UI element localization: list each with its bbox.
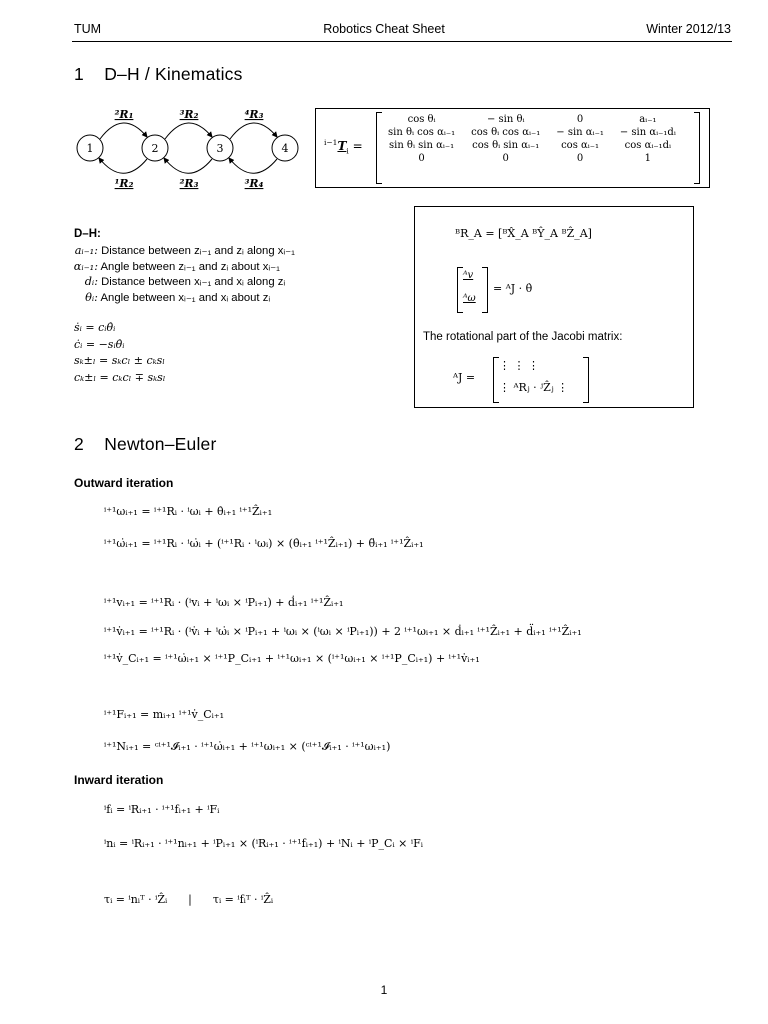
- outward-equation: ⁱ⁺¹vᵢ₊₁ = ⁱ⁺¹Rᵢ · (ⁱvᵢ + ⁱωᵢ × ⁱPᵢ₊₁) + ḋᵢ₊₁ ⁱ⁺¹Ẑᵢ₊₁: [104, 596, 344, 609]
- node-label-1: 1: [86, 142, 94, 155]
- arrow-bottom-2: [164, 158, 212, 173]
- section-2-number: 2: [74, 434, 84, 454]
- matrix-cell: cos θᵢ: [407, 114, 436, 125]
- outward-equation: ⁱ⁺¹v̇_Cᵢ₊₁ = ⁱ⁺¹ω̇ᵢ₊₁ × ⁱ⁺¹P_Cᵢ₊₁ + ⁱ⁺¹ωᵢ₊₁ × (ⁱ⁺¹ωᵢ₊₁ × ⁱ⁺¹P_Cᵢ₊₁) + ⁱ⁺¹v̇ᵢ₊₁: [104, 652, 480, 665]
- inward-equation: τᵢ = ⁱnᵢᵀ · ⁱẐᵢ | τᵢ = ⁱfᵢᵀ · ⁱẐᵢ: [104, 893, 274, 906]
- section-2-title: Newton–Euler: [104, 434, 217, 454]
- matrix-cell: cos θᵢ sin αᵢ₋₁: [472, 140, 540, 151]
- matrix-cell: − sin αᵢ₋₁: [556, 127, 604, 138]
- matrix-row: [380, 126, 684, 139]
- matrix-row: [380, 152, 684, 165]
- matrix-cell: cos αᵢ₋₁: [561, 140, 600, 151]
- matrix-row: [380, 139, 684, 152]
- arrow-top-3: [230, 123, 277, 139]
- dh-definition: [68, 260, 280, 273]
- header-right: Winter 2012/13: [646, 22, 731, 36]
- dh-symbol: aᵢ₋₁:: [74, 244, 98, 257]
- dh-text: Angle between zᵢ₋₁ and zᵢ about xᵢ₋₁: [98, 260, 280, 273]
- matrix-cell: − sin θᵢ: [486, 114, 525, 125]
- inward-equation: ⁱnᵢ = ⁱRᵢ₊₁ · ⁱ⁺¹nᵢ₊₁ + ⁱPᵢ₊₁ × (ⁱRᵢ₊₁ · ⁱ⁺¹fᵢ₊₁) + ⁱNᵢ + ⁱP_Cᵢ × ⁱFᵢ: [104, 837, 423, 850]
- rotation-equation: ᴮR_A = [ᴮX̂_A ᴮŶ_A ᴮẐ_A]: [455, 227, 592, 240]
- stack-top: ᴬv: [463, 270, 474, 281]
- transform-matrix: [380, 113, 684, 165]
- matrix-bracket-right: [694, 112, 700, 184]
- dh-symbol: dᵢ:: [84, 275, 98, 288]
- jacobian-equation: = ᴬJ · θ̇: [493, 282, 533, 295]
- node-label-4: 4: [281, 142, 289, 155]
- top-label-3: ⁴R₃: [244, 108, 264, 121]
- arrow-bottom-1: [99, 158, 147, 173]
- dh-text: Distance between xᵢ₋₁ and xᵢ along zᵢ: [98, 276, 286, 288]
- outward-equation: ⁱ⁺¹Fᵢ₊₁ = mᵢ₊₁ ⁱ⁺¹v̇_Cᵢ₊₁: [104, 708, 225, 721]
- jacobi-bracket-right: [583, 357, 589, 403]
- outward-equation: ⁱ⁺¹ωᵢ₊₁ = ⁱ⁺¹Rᵢ · ⁱωᵢ + θ̇ᵢ₊₁ ⁱ⁺¹Ẑᵢ₊₁: [104, 505, 273, 518]
- stack-bottom: ᴬω: [463, 293, 476, 304]
- dh-definition: [68, 244, 295, 257]
- trig-identity: sₖ±ₗ = sₖcₗ ± cₖsₗ: [74, 354, 165, 367]
- jacobi-rot-row2: ⋮ ᴬRⱼ · ʲẐⱼ ⋮: [499, 381, 569, 394]
- trig-identity: ċᵢ = −sᵢθ̇ᵢ: [74, 337, 125, 351]
- arrow-top-2: [165, 123, 212, 139]
- dh-text: Distance between zᵢ₋₁ and zᵢ along xᵢ₋₁: [98, 245, 295, 257]
- stack-bracket-right: [482, 267, 488, 313]
- arrow-top-1: [100, 123, 147, 139]
- matrix-cell: cos θᵢ cos αᵢ₋₁: [471, 127, 541, 138]
- dh-definition: [68, 275, 285, 288]
- inward-equation: ⁱfᵢ = ⁱRᵢ₊₁ · ⁱ⁺¹fᵢ₊₁ + ⁱFᵢ: [104, 803, 220, 816]
- jacobi-rot-lhs: ᴬJ =: [453, 371, 476, 384]
- outward-heading: Outward iteration: [74, 476, 174, 490]
- jacobi-rot-row1: ⋮ ⋮ ⋮: [499, 359, 539, 372]
- dh-symbol: αᵢ₋₁:: [73, 259, 98, 273]
- top-label-1: ²R₁: [114, 108, 134, 121]
- dh-text: Angle between xᵢ₋₁ and xᵢ about zᵢ: [98, 291, 271, 304]
- node-label-2: 2: [151, 142, 159, 155]
- bottom-label-3: ³R₄: [244, 177, 264, 190]
- dh-heading: D–H:: [74, 228, 101, 240]
- outward-equation: ⁱ⁺¹Nᵢ₊₁ = ᶜⁱ⁺¹𝓘ᵢ₊₁ · ⁱ⁺¹ω̇ᵢ₊₁ + ⁱ⁺¹ωᵢ₊₁ × (ᶜⁱ⁺¹𝓘ᵢ₊₁ · ⁱ⁺¹ωᵢ₊₁): [104, 740, 391, 753]
- transform-lhs: $^{i-1}T_i$ =: [324, 138, 363, 156]
- bottom-label-1: ¹R₂: [114, 177, 134, 190]
- dh-definition: [68, 291, 270, 304]
- matrix-cell: 0: [502, 153, 509, 164]
- trig-identity: cₖ±ₗ = cₖcₗ ∓ sₖsₗ: [74, 370, 166, 384]
- bottom-label-2: ²R₃: [179, 177, 199, 190]
- arrow-bottom-3: [229, 158, 277, 173]
- outward-equation: ⁱ⁺¹v̇ᵢ₊₁ = ⁱ⁺¹Rᵢ · (ⁱv̇ᵢ + ⁱω̇ᵢ × ⁱPᵢ₊₁ + ⁱωᵢ × (ⁱωᵢ × ⁱPᵢ₊₁)) + 2 ⁱ⁺¹ωᵢ₊₁ × ḋᵢ₊₁ ⁱ⁺¹Ẑᵢ₊₁ + d̈ᵢ₊₁ ⁱ⁺¹Ẑᵢ₊₁: [104, 625, 582, 638]
- inward-heading: Inward iteration: [74, 773, 164, 787]
- page-number: 1: [380, 983, 388, 997]
- jacobi-caption: The rotational part of the Jacobi matrix:: [423, 331, 623, 343]
- rotation-box: [414, 206, 694, 408]
- section-1-title: D–H / Kinematics: [104, 64, 243, 84]
- matrix-cell: − sin αᵢ₋₁dᵢ: [619, 127, 676, 138]
- frame-graph: [68, 100, 313, 195]
- matrix-cell: 0: [418, 153, 425, 164]
- matrix-cell: cos αᵢ₋₁dᵢ: [624, 140, 672, 151]
- top-label-2: ³R₂: [179, 108, 199, 121]
- outward-equation: ⁱ⁺¹ω̇ᵢ₊₁ = ⁱ⁺¹Rᵢ · ⁱω̇ᵢ + (ⁱ⁺¹Rᵢ · ⁱωᵢ) × (θ̇ᵢ₊₁ ⁱ⁺¹Ẑᵢ₊₁) + θ̈ᵢ₊₁ ⁱ⁺¹Ẑᵢ₊₁: [104, 537, 424, 550]
- trig-identity: ṡᵢ = cᵢθ̇ᵢ: [74, 321, 116, 334]
- matrix-cell: sin θᵢ cos αᵢ₋₁: [388, 127, 456, 138]
- header-left: TUM: [74, 22, 102, 36]
- matrix-cell: 1: [644, 153, 652, 164]
- matrix-cell: 0: [576, 114, 584, 125]
- matrix-cell: 0: [576, 153, 584, 164]
- matrix-row: [380, 113, 684, 126]
- header-center: Robotics Cheat Sheet: [323, 22, 445, 36]
- matrix-cell: aᵢ₋₁: [639, 114, 657, 125]
- section-2-heading: [74, 434, 217, 455]
- section-1-number: 1: [74, 64, 84, 84]
- dh-symbol: θᵢ:: [85, 290, 98, 304]
- section-1-heading: [74, 64, 243, 85]
- matrix-cell: sin θᵢ sin αᵢ₋₁: [388, 140, 455, 151]
- node-label-3: 3: [216, 142, 224, 155]
- header-rule: [72, 41, 732, 42]
- transform-box: [315, 108, 710, 188]
